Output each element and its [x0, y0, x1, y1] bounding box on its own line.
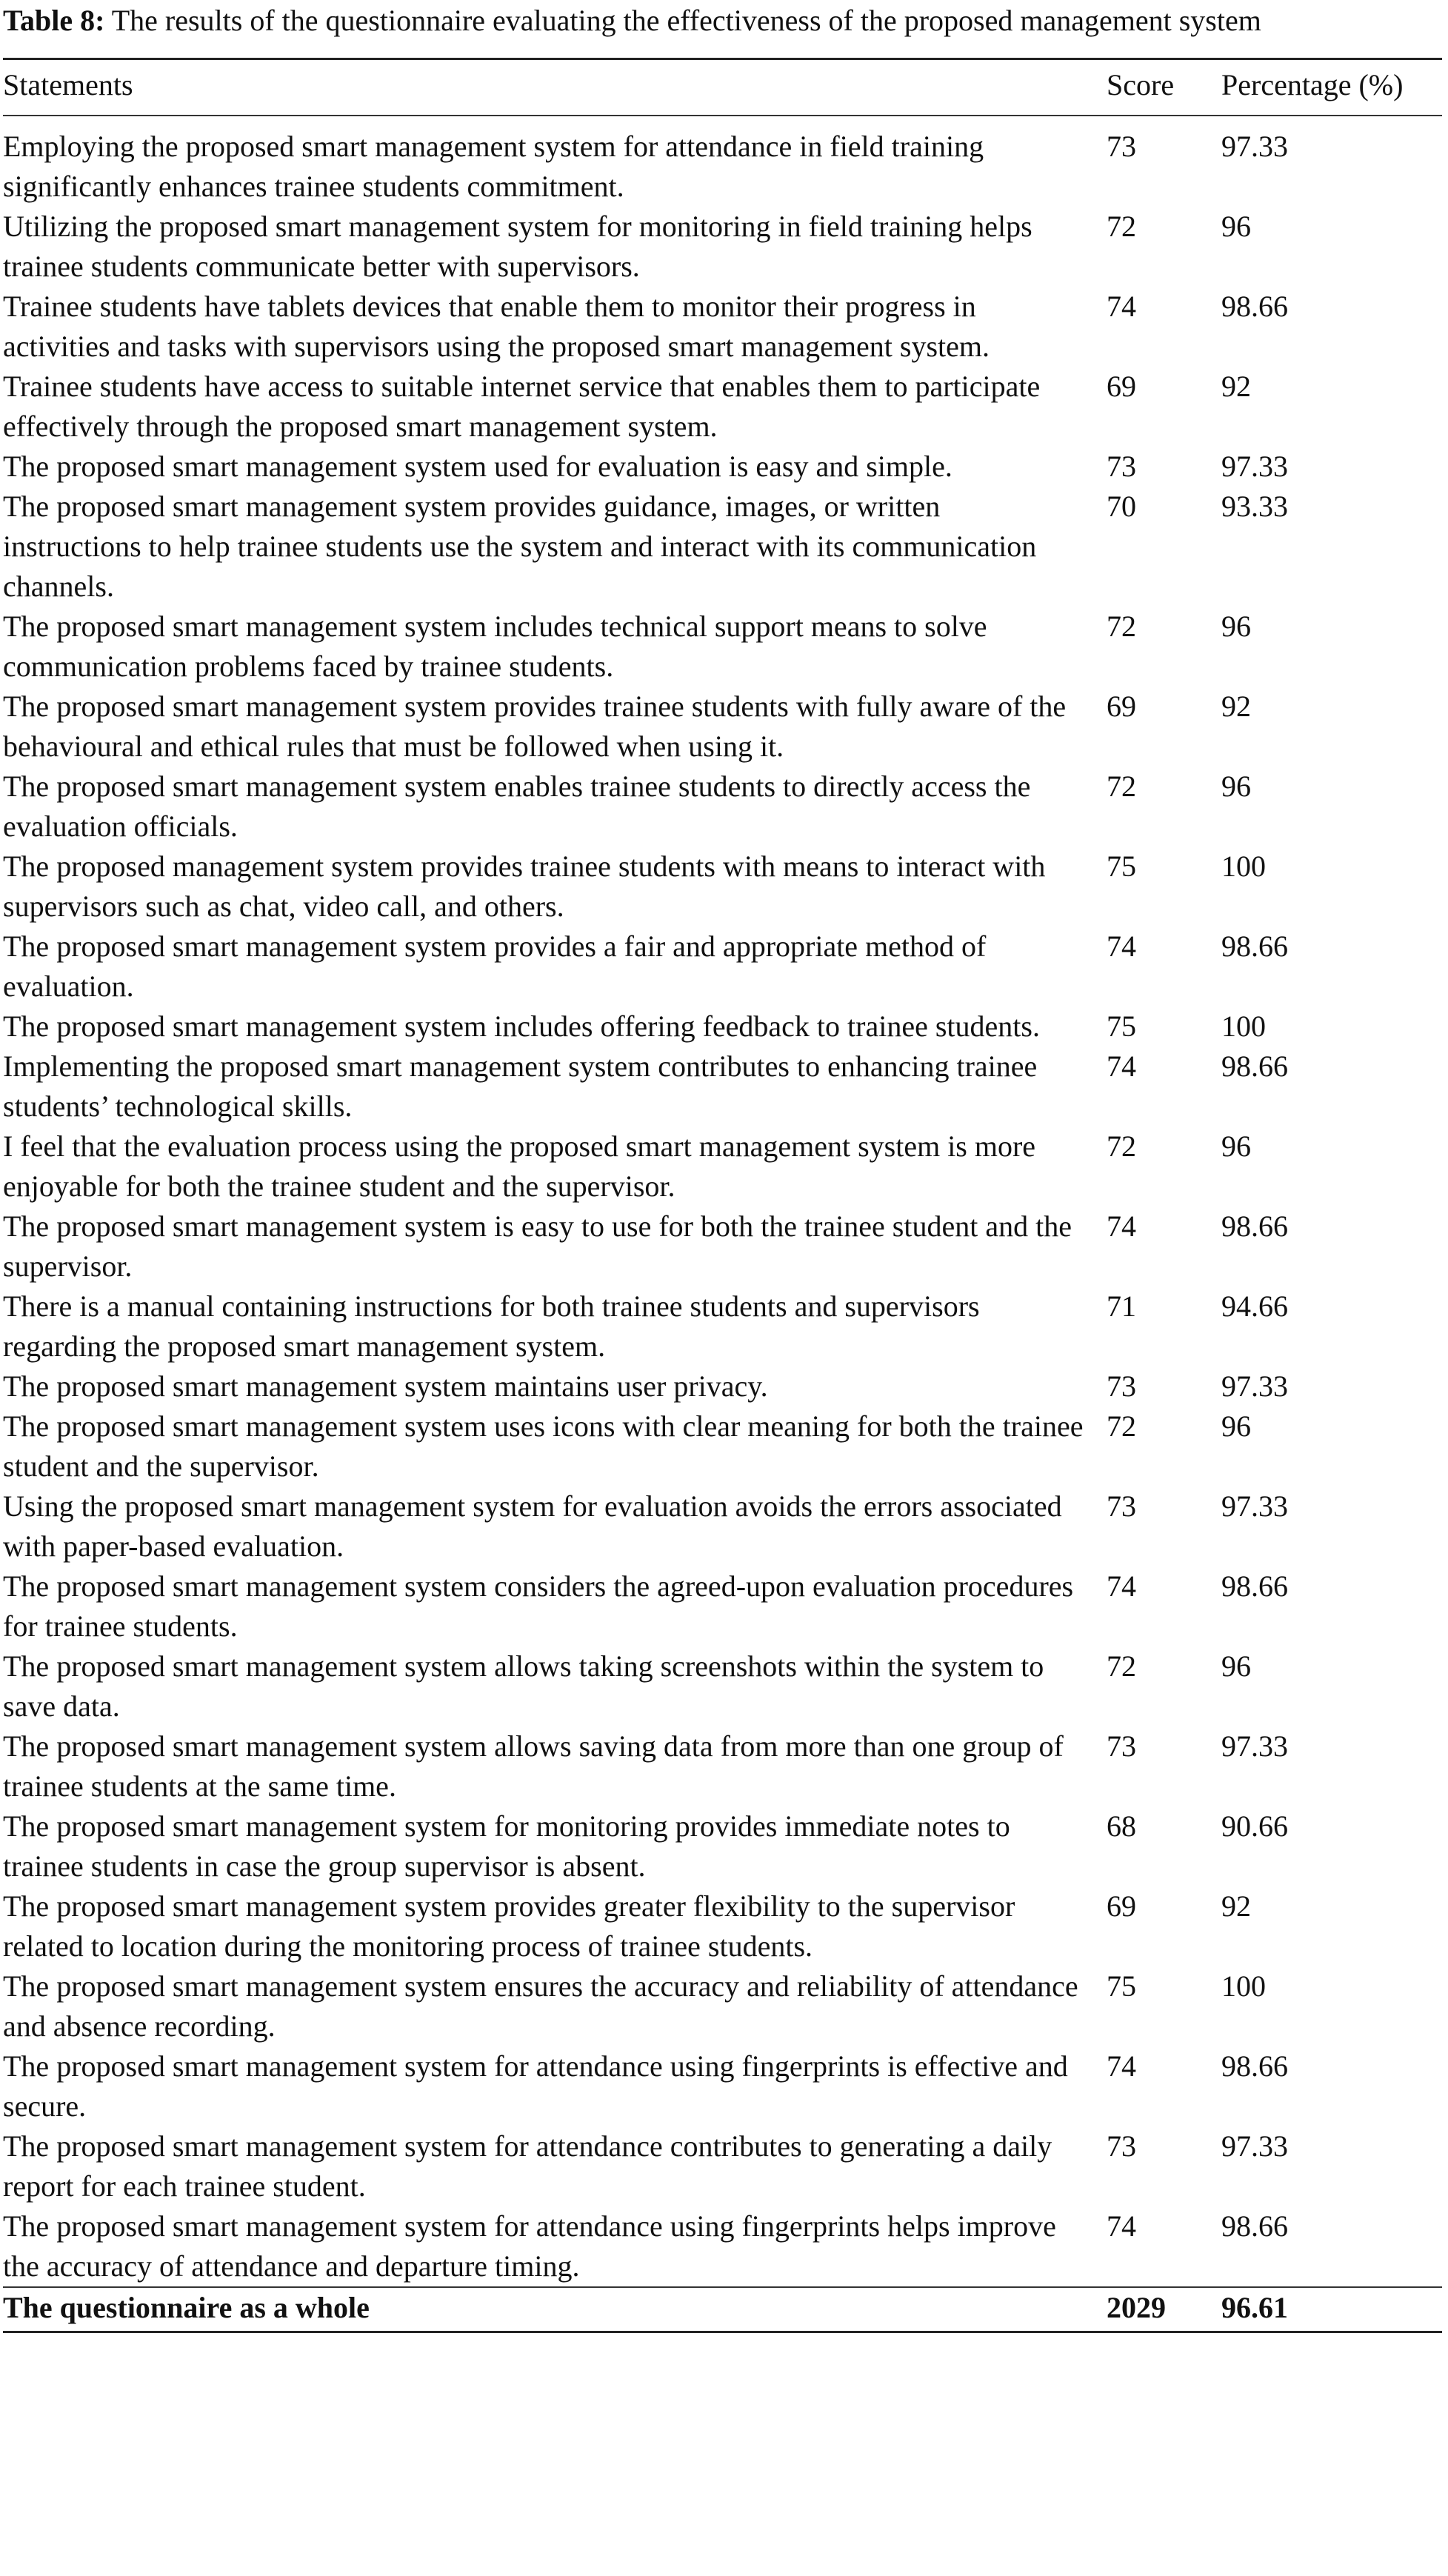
table-row: [3, 1486, 1442, 1566]
table-row: [3, 367, 1442, 447]
total-score: 2029: [1107, 2287, 1221, 2332]
cell-percentage: 98.66: [1221, 290, 1288, 323]
table-row: [3, 1966, 1442, 2046]
cell-percentage: 97.33: [1221, 2129, 1288, 2163]
cell-score: 74: [1107, 290, 1136, 323]
cell-statement: Trainee students have tablets devices that enable them to monitor their progress in activities and tasks with supervisors using the proposed smart management system.: [3, 290, 990, 363]
cell-score: 72: [1107, 1409, 1136, 1443]
cell-score: 72: [1107, 610, 1136, 643]
cell-score: 73: [1107, 2129, 1136, 2163]
cell-statement: The proposed smart management system includes offering feedback to trainee students.: [3, 1010, 1040, 1043]
table-row: [3, 1806, 1442, 1886]
document-page: [0, 1, 1448, 2576]
cell-score: 72: [1107, 1649, 1136, 1683]
cell-percentage: 90.66: [1221, 1809, 1288, 1843]
table-row: [3, 1127, 1442, 1207]
cell-percentage: 97.33: [1221, 450, 1288, 483]
cell-percentage: 98.66: [1221, 2049, 1288, 2083]
cell-statement: The proposed management system provides trainee students with means to interact with supervisors such as chat, video call, and others.: [3, 850, 1046, 923]
table-caption-text: The results of the questionnaire evaluating the effectiveness of the proposed management system: [104, 4, 1261, 37]
cell-score: 70: [1107, 490, 1136, 523]
header-percentage: Percentage (%): [1221, 60, 1442, 116]
cell-percentage: 92: [1221, 1889, 1251, 1923]
table-row: [3, 1047, 1442, 1127]
cell-score: 72: [1107, 210, 1136, 243]
header-row: [3, 60, 1442, 116]
table-row: [3, 1367, 1442, 1407]
table-row: [3, 1566, 1442, 1646]
cell-statement: Using the proposed smart management system for evaluation avoids the errors associated with paper-based evaluation.: [3, 1489, 1062, 1563]
cell-statement: The proposed smart management system uses icons with clear meaning for both the trainee student and the supervisor.: [3, 1409, 1084, 1483]
cell-statement: Trainee students have access to suitable internet service that enables them to participate effectively through the proposed smart management system.: [3, 370, 1041, 443]
table-header: [3, 60, 1442, 116]
cell-percentage: 96: [1221, 1649, 1251, 1683]
cell-statement: The proposed smart management system provides guidance, images, or written instructions to help trainee students use the system and interact with its communication channels.: [3, 490, 1037, 603]
cell-percentage: 96: [1221, 610, 1251, 643]
table-row: [3, 487, 1442, 607]
cell-statement: The proposed smart management system for attendance contributes to generating a daily report for each trainee student.: [3, 2129, 1052, 2203]
cell-score: 73: [1107, 1729, 1136, 1763]
table-row: [3, 1007, 1442, 1047]
total-row: [3, 2287, 1442, 2332]
cell-percentage: 98.66: [1221, 1050, 1288, 1083]
cell-percentage: 100: [1221, 850, 1266, 883]
cell-percentage: 98.66: [1221, 1209, 1288, 1243]
cell-score: 74: [1107, 930, 1136, 963]
cell-score: 75: [1107, 1010, 1136, 1043]
cell-score: 68: [1107, 1809, 1136, 1843]
cell-percentage: 96: [1221, 210, 1251, 243]
table-row: [3, 1287, 1442, 1367]
cell-percentage: 97.33: [1221, 1729, 1288, 1763]
cell-percentage: 96: [1221, 1129, 1251, 1163]
cell-score: 74: [1107, 2049, 1136, 2083]
cell-statement: The proposed smart management system maintains user privacy.: [3, 1369, 768, 1403]
table-row: [3, 847, 1442, 927]
cell-percentage: 97.33: [1221, 1489, 1288, 1523]
cell-percentage: 98.66: [1221, 1569, 1288, 1603]
cell-statement: The proposed smart management system used for evaluation is easy and simple.: [3, 450, 952, 483]
cell-score: 73: [1107, 1489, 1136, 1523]
table-caption: [3, 1, 1442, 40]
table-row: [3, 1407, 1442, 1486]
cell-score: 69: [1107, 1889, 1136, 1923]
table-row: [3, 207, 1442, 287]
cell-statement: I feel that the evaluation process using the proposed smart management system is more enjoyable for both the trainee student and the supervisor.: [3, 1129, 1036, 1203]
cell-percentage: 100: [1221, 1010, 1266, 1043]
cell-statement: There is a manual containing instructions for both trainee students and supervisors regarding the proposed smart management system.: [3, 1289, 980, 1363]
cell-score: 73: [1107, 450, 1136, 483]
cell-percentage: 92: [1221, 370, 1251, 403]
cell-score: 72: [1107, 770, 1136, 803]
cell-score: 73: [1107, 1369, 1136, 1403]
cell-statement: The proposed smart management system provides trainee students with fully aware of the behavioural and ethical rules that must be followed when using it.: [3, 690, 1067, 763]
cell-statement: Implementing the proposed smart management system contributes to enhancing trainee students’ technological skills.: [3, 1050, 1038, 1123]
cell-score: 74: [1107, 1569, 1136, 1603]
cell-score: 72: [1107, 1129, 1136, 1163]
cell-statement: The proposed smart management system for monitoring provides immediate notes to trainee students in case the group supervisor is absent.: [3, 1809, 1010, 1883]
cell-score: 74: [1107, 2209, 1136, 2243]
table-footer: [3, 2287, 1442, 2332]
cell-score: 73: [1107, 130, 1136, 163]
table-row: [3, 116, 1442, 207]
table-row: [3, 1886, 1442, 1966]
table-row: [3, 1207, 1442, 1287]
table-row: [3, 2046, 1442, 2126]
table-row: [3, 927, 1442, 1007]
table-body: [3, 116, 1442, 2287]
total-percentage: 96.61: [1221, 2287, 1442, 2332]
table-row: [3, 1646, 1442, 1726]
table-row: [3, 687, 1442, 767]
cell-statement: The proposed smart management system allows taking screenshots within the system to save data.: [3, 1649, 1044, 1723]
cell-percentage: 92: [1221, 690, 1251, 723]
header-statements: Statements: [3, 60, 1107, 116]
cell-score: 75: [1107, 850, 1136, 883]
cell-statement: Utilizing the proposed smart management system for monitoring in field training helps trainee students communicate better with supervisors.: [3, 210, 1032, 283]
table-row: [3, 287, 1442, 367]
table-row: [3, 1726, 1442, 1806]
cell-percentage: 97.33: [1221, 1369, 1288, 1403]
cell-percentage: 100: [1221, 1969, 1266, 2003]
cell-statement: The proposed smart management system is easy to use for both the trainee student and the supervisor.: [3, 1209, 1072, 1283]
cell-percentage: 93.33: [1221, 490, 1288, 523]
cell-score: 71: [1107, 1289, 1136, 1323]
results-table: [3, 60, 1442, 2333]
table-row: [3, 607, 1442, 687]
cell-score: 74: [1107, 1050, 1136, 1083]
cell-percentage: 96: [1221, 1409, 1251, 1443]
cell-statement: The proposed smart management system ensures the accuracy and reliability of attendance and absence recording.: [3, 1969, 1078, 2043]
cell-statement: The proposed smart management system for attendance using fingerprints is effective and secure.: [3, 2049, 1068, 2123]
cell-statement: The proposed smart management system considers the agreed-upon evaluation procedures for trainee students.: [3, 1569, 1074, 1643]
cell-score: 74: [1107, 1209, 1136, 1243]
header-score: Score: [1107, 60, 1221, 116]
table-row: [3, 2126, 1442, 2206]
cell-percentage: 98.66: [1221, 930, 1288, 963]
cell-statement: Employing the proposed smart management system for attendance in field training significantly enhances trainee students commitment.: [3, 130, 984, 203]
cell-statement: The proposed smart management system includes technical support means to solve communication problems faced by trainee students.: [3, 610, 987, 683]
total-statement: The questionnaire as a whole: [3, 2287, 1107, 2332]
cell-score: 69: [1107, 370, 1136, 403]
table-row: [3, 767, 1442, 847]
table-caption-label: Table 8:: [3, 4, 105, 37]
cell-statement: The proposed smart management system provides greater flexibility to the supervisor related to location during the monitoring process of trainee students.: [3, 1889, 1015, 1963]
cell-score: 75: [1107, 1969, 1136, 2003]
cell-percentage: 98.66: [1221, 2209, 1288, 2243]
table-row: [3, 447, 1442, 487]
cell-statement: The proposed smart management system for attendance using fingerprints helps improve the accuracy of attendance and departure timing.: [3, 2209, 1056, 2283]
cell-statement: The proposed smart management system provides a fair and appropriate method of evaluation.: [3, 930, 987, 1003]
cell-percentage: 97.33: [1221, 130, 1288, 163]
table-row: [3, 2206, 1442, 2287]
cell-statement: The proposed smart management system allows saving data from more than one group of trainee students at the same time.: [3, 1729, 1064, 1803]
cell-percentage: 96: [1221, 770, 1251, 803]
cell-score: 69: [1107, 690, 1136, 723]
cell-statement: The proposed smart management system enables trainee students to directly access the evaluation officials.: [3, 770, 1031, 843]
cell-percentage: 94.66: [1221, 1289, 1288, 1323]
